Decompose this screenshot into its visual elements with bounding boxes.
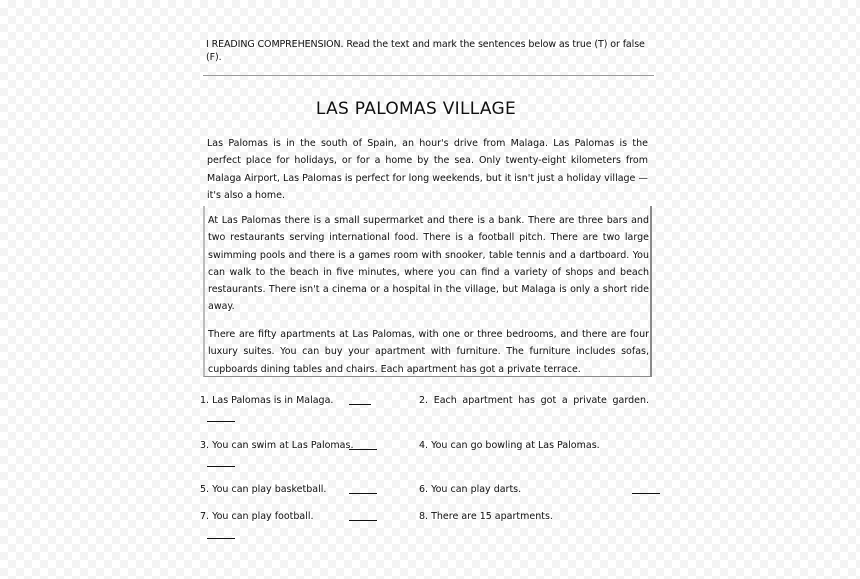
question-8: 8. There are 15 apartments. bbox=[419, 511, 553, 522]
question-4: 4. You can go bowling at Las Palomas. bbox=[419, 440, 600, 451]
question-2-word: apartment bbox=[462, 395, 513, 406]
page-title: LAS PALOMAS VILLAGE bbox=[315, 99, 517, 119]
question-2-word: got bbox=[540, 395, 557, 406]
text-box bbox=[203, 206, 652, 377]
answer-blank-2[interactable] bbox=[207, 421, 235, 422]
question-2-word: 2. bbox=[419, 395, 429, 406]
intro-paragraph: Las Palomas is in the south of Spain, an hour's drive from Malaga. Las Palomas is the perfect place for holidays, or for a home by the sea. Only twenty-eight kilometers from Malaga Airport, Las Palomas is perfect for long weekends, but it isn't just a holiday village — it's also a home. bbox=[207, 138, 648, 201]
question-3: 3. You can swim at Las Palomas. bbox=[200, 440, 354, 451]
question-2 bbox=[419, 394, 649, 407]
question-1: 1. Las Palomas is in Malaga. bbox=[200, 395, 334, 406]
answer-blank-5[interactable] bbox=[349, 493, 377, 494]
question-6: 6. You can play darts. bbox=[419, 484, 522, 495]
answer-blank-6[interactable] bbox=[632, 493, 660, 494]
answer-blank-7[interactable] bbox=[349, 520, 377, 521]
answer-blank-8[interactable] bbox=[207, 538, 235, 539]
box-paragraph-apartments: There are fifty apartments at Las Palomas, with one or three bedrooms, and there are four luxury suites. You can buy your apartment with furniture. The furniture includes sofas, cupboards dining tables and chairs. Each apartment has got a private terrace. bbox=[208, 329, 649, 375]
question-2-word: private bbox=[573, 395, 607, 406]
instructions: I READING COMPREHENSION. Read the text and mark the sentences below as true (T) or false (F). bbox=[206, 39, 645, 63]
question-5: 5. You can play basketball. bbox=[200, 484, 327, 495]
question-2-word: Each bbox=[433, 395, 457, 406]
worksheet-page bbox=[188, 0, 672, 579]
answer-blank-1[interactable] bbox=[349, 404, 371, 405]
question-2-word: has bbox=[518, 395, 535, 406]
answer-blank-3[interactable] bbox=[349, 449, 377, 450]
header-divider bbox=[203, 75, 654, 76]
question-2-word: garden. bbox=[612, 395, 649, 406]
question-2-word: a bbox=[561, 395, 568, 406]
question-7: 7. You can play football. bbox=[200, 511, 314, 522]
answer-blank-4[interactable] bbox=[207, 466, 235, 467]
box-paragraph-facilities: At Las Palomas there is a small supermarket and there is a bank. There are three bars and two restaurants serving international food. There is a football pitch. There are two large swimming pools and there is a games room with snooker, table tennis and a dartboard. You can walk to the beach in five minutes, where you can find a variety of shops and beach restaurants. There isn't a cinema or a hospital in the village, but Malaga is only a short ride away. bbox=[208, 215, 649, 313]
